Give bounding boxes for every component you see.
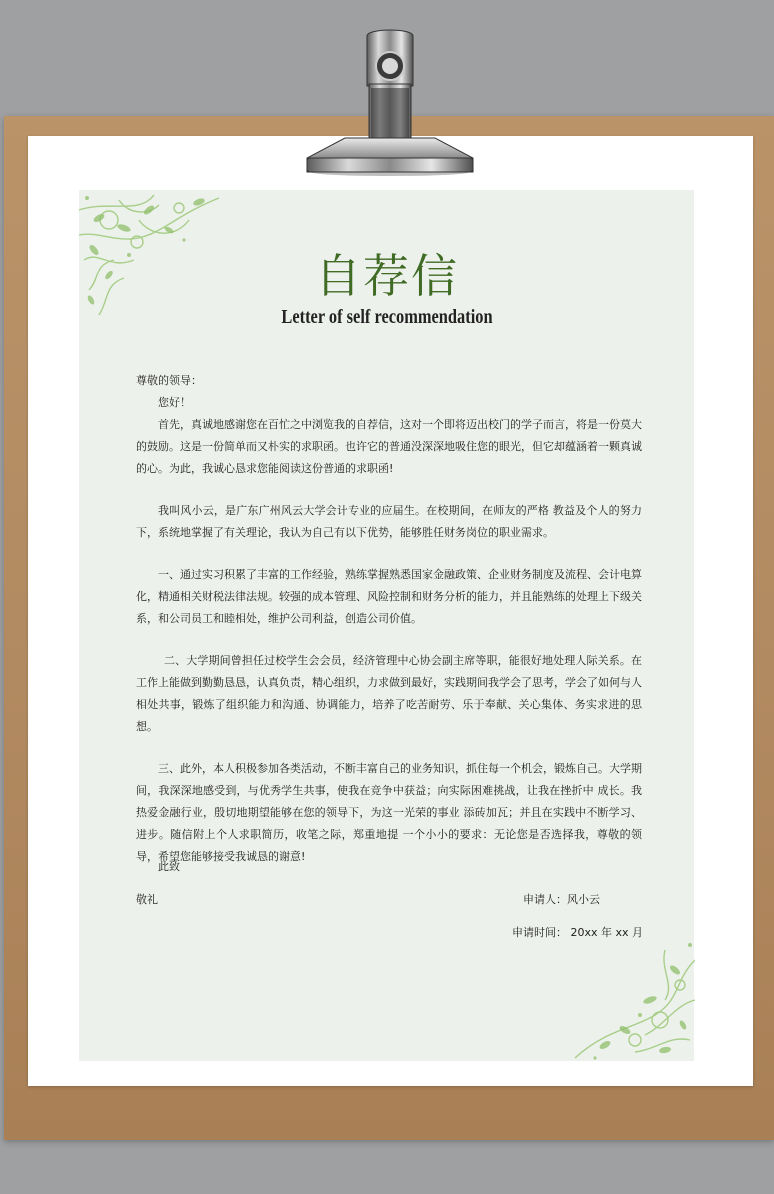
hello-line: 您好！ <box>158 396 191 409</box>
binder-clip-icon <box>305 26 475 176</box>
closing-jingli: 敬礼 <box>136 893 158 906</box>
paragraph-point-two: 二、大学期间曾担任过校学生会会员，经济管理中心协会副主席等职，能很好地处理人际关系。在工作上能做到勤勤恳恳，认真负责，精心组织，力求做到最好，实践期间我学会了思考，学会了如何与人相处共事，锻炼了组织能力和沟通、协调能力，培养了吃苦耐劳、乐于奉献、关心集体、务实求进的思想。 <box>136 654 642 733</box>
title-chinese: 自荐信 <box>315 249 459 303</box>
applicant-line: 申请人：风小云 <box>523 893 600 906</box>
closing-cizhi: 此致 <box>158 860 180 873</box>
paragraph-point-three: 三、此外，本人积极参加各类活动，不断丰富自己的业务知识，抓住每一个机会，锻炼自己。大学期间，我深深地感受到，与优秀学生共事，使我在竞争中获益；向实际困难挑战，让我在挫折中 成长。我热爱金融行业，殷切地期望能够在您的领导下，为这一光荣的事业 添砖加瓦；并且在实践中不断学习、进步。随信附上个人求职简历，收笔之际，郑重地提 一个小小的要求：无论您是否选择我，尊敬的领导，希望您能够接受我诚恳的谢意! <box>136 762 642 863</box>
paragraph-background: 我叫风小云，是广东广州风云大学会计专业的应届生。在校期间，在师友的严格 教益及个人的努力下，系统地掌握了有关理论，我认为自己有以下优势，能够胜任财务岗位的职业需求。 <box>136 504 642 539</box>
paragraph-point-one: 一、通过实习积累了丰富的工作经验，熟练掌握熟悉国家金融政策、企业财务制度及流程、会计电算化，精通相关财税法律法规。较强的成本管理、风险控制和财务分析的能力，并且能熟练的处理上下级关系，和公司员工和睦相处，维护公司利益，创造公司价值。 <box>136 568 642 625</box>
letter-body <box>136 370 642 868</box>
floral-corner-bottom-right-icon <box>565 940 695 1062</box>
application-date: 申请时间： 20xx 年 xx 月 <box>512 926 644 939</box>
title-english: Letter of self recommendation <box>281 306 493 328</box>
paragraph-intro: 首先，真诚地感谢您在百忙之中浏览我的自荐信，这对一个即将迈出校门的学子而言，将是一份莫大的鼓励。这是一份简单而又朴实的求职函。也许它的普通没深深地吸住您的眼光，但它却蕴涵着一颗真诚的心。为此，我诚心恳求您能阅读这份普通的求职函! <box>136 418 642 475</box>
greeting: 尊敬的领导： <box>136 374 202 387</box>
